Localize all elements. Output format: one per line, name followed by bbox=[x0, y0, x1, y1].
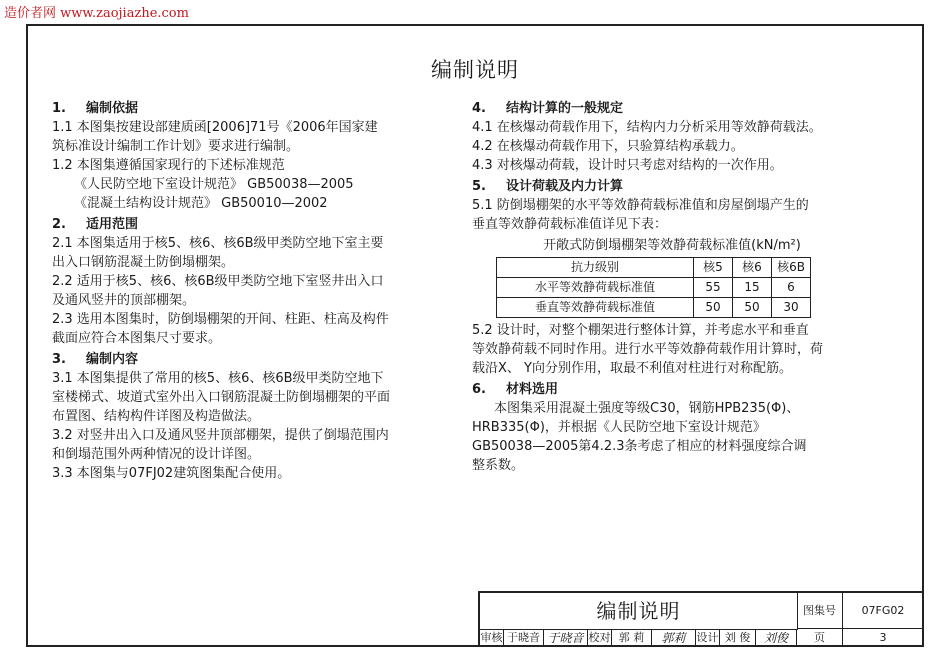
section-heading bbox=[472, 177, 872, 196]
section-number: 1. bbox=[52, 101, 66, 116]
paragraph: HRB335(Φ)，并根据《人民防空地下室设计规范》 bbox=[472, 420, 766, 435]
paragraph: 2.1 本图集适用于核5、核6、核6B级甲类防空地下室主要 bbox=[52, 236, 384, 251]
table-row bbox=[497, 298, 811, 318]
table-cell: 50 bbox=[733, 298, 772, 318]
section-heading bbox=[52, 350, 444, 369]
table-caption: 开敞式防倒塌棚架等效静荷载标准值(kN/m²) bbox=[543, 238, 801, 253]
paragraph: 整系数。 bbox=[472, 458, 525, 473]
page-title: 编制说明 bbox=[431, 58, 519, 82]
section-number: 6. bbox=[472, 382, 486, 397]
section-heading bbox=[472, 99, 872, 118]
left-column bbox=[52, 97, 444, 483]
paragraph: 5.2 设计时，对整个棚架进行整体计算，并考虑水平和垂直 bbox=[472, 323, 809, 338]
paragraph: GB50038—2005第4.2.3条考虑了相应的材料强度综合调 bbox=[472, 439, 807, 454]
paragraph: 3.3 本图集与07FJ02建筑图集配合使用。 bbox=[52, 466, 291, 481]
table-header-row bbox=[497, 258, 811, 278]
paragraph: 及通风竖井的顶部棚架。 bbox=[52, 293, 196, 308]
paragraph: 和倒塌范围外两种情况的设计详图。 bbox=[52, 447, 261, 462]
checker-name: 郭 莉 bbox=[612, 629, 652, 647]
reviewer-signature: 于晓音 bbox=[544, 629, 588, 647]
checker-signature: 郭莉 bbox=[652, 629, 696, 647]
paragraph: 4.2 在核爆动荷载作用下，只验算结构承载力。 bbox=[472, 139, 744, 154]
paragraph: 等效静荷载不同时作用。进行水平等效静荷载作用计算时，荷 bbox=[472, 342, 824, 357]
section-title: 编制依据 bbox=[86, 101, 139, 116]
load-table bbox=[496, 257, 811, 318]
section-number: 5. bbox=[472, 179, 486, 194]
reviewer-name: 于晓音 bbox=[504, 629, 544, 647]
table-cell: 6 bbox=[772, 278, 811, 298]
standard-reference: 《混凝土结构设计规范》 GB50010—2002 bbox=[74, 196, 328, 211]
table-cell: 55 bbox=[694, 278, 733, 298]
table-cell: 15 bbox=[733, 278, 772, 298]
title-block bbox=[478, 591, 923, 647]
paragraph: 2.3 选用本图集时，防倒塌棚架的开间、柱距、柱高及构件 bbox=[52, 312, 389, 327]
table-cell: 50 bbox=[694, 298, 733, 318]
atlas-number: 07FG02 bbox=[843, 593, 923, 629]
table-header-cell: 抗力级别 bbox=[497, 258, 694, 278]
designer-signature: 刘俊 bbox=[756, 629, 797, 647]
section-title: 设计荷载及内力计算 bbox=[506, 179, 624, 194]
table-header-cell: 核6B bbox=[772, 258, 811, 278]
section-number: 4. bbox=[472, 101, 486, 116]
paragraph: 3.2 对竖井出入口及通风竖井顶部棚架，提供了倒塌范围内 bbox=[52, 428, 389, 443]
table-header-cell: 核6 bbox=[733, 258, 772, 278]
paragraph: 布置图、结构构件详图及构造做法。 bbox=[52, 409, 261, 424]
paragraph: 4.3 对核爆动荷载，设计时只考虑对结构的一次作用。 bbox=[472, 158, 783, 173]
section-heading bbox=[472, 380, 872, 399]
paragraph: 3.1 本图集提供了常用的核5、核6、核6B级甲类防空地下 bbox=[52, 371, 384, 386]
paragraph: 本图集采用混凝土强度等级C30，钢筋HPB235(Φ)、 bbox=[494, 401, 800, 416]
section-heading bbox=[52, 99, 444, 118]
paragraph: 垂直等效静荷载标准值详见下表： bbox=[472, 217, 668, 232]
section-title: 材料选用 bbox=[506, 382, 559, 397]
paragraph: 出入口钢筋混凝土防倒塌棚架。 bbox=[52, 255, 235, 270]
watermark: 造价者网 www.zaojiazhe.com bbox=[4, 6, 189, 21]
check-label: 校对 bbox=[588, 629, 612, 647]
atlas-number-label: 图集号 bbox=[797, 593, 843, 629]
title-block-title: 编制说明 bbox=[480, 593, 798, 630]
table-cell: 水平等效静荷载标准值 bbox=[497, 278, 694, 298]
table-header-cell: 核5 bbox=[694, 258, 733, 278]
paragraph: 室楼梯式、坡道式室外出入口钢筋混凝土防倒塌棚架的平面 bbox=[52, 390, 391, 405]
page-label: 页 bbox=[797, 629, 843, 647]
page-number: 3 bbox=[879, 631, 887, 644]
table-row bbox=[497, 278, 811, 298]
review-label: 审核 bbox=[480, 629, 504, 647]
section-number: 2. bbox=[52, 217, 66, 232]
paragraph: 2.2 适用于核5、核6、核6B级甲类防空地下室竖井出入口 bbox=[52, 274, 384, 289]
signature-row bbox=[480, 629, 923, 647]
paragraph: 1.2 本图集遵循国家现行的下述标准规范 bbox=[52, 158, 285, 173]
paragraph: 筑标准设计编制工作计划》要求进行编制。 bbox=[52, 139, 300, 154]
section-heading bbox=[52, 215, 444, 234]
section-title: 结构计算的一般规定 bbox=[506, 101, 624, 116]
right-column bbox=[472, 97, 872, 475]
section-title: 编制内容 bbox=[86, 352, 139, 367]
section-title: 适用范围 bbox=[86, 217, 139, 232]
paragraph: 5.1 防倒塌棚架的水平等效静荷载标准值和房屋倒塌产生的 bbox=[472, 198, 809, 213]
design-label: 设计 bbox=[696, 629, 720, 647]
standard-reference: 《人民防空地下室设计规范》 GB50038—2005 bbox=[74, 177, 354, 192]
designer-name: 刘 俊 bbox=[720, 629, 756, 647]
section-number: 3. bbox=[52, 352, 66, 367]
table-cell: 垂直等效静荷载标准值 bbox=[497, 298, 694, 318]
table-cell: 30 bbox=[772, 298, 811, 318]
paragraph: 载沿X、 Y向分别作用，取最不利值对柱进行对称配筋。 bbox=[472, 361, 792, 376]
paragraph: 截面应符合本图集尺寸要求。 bbox=[52, 331, 222, 346]
paragraph: 4.1 在核爆动荷载作用下，结构内力分析采用等效静荷载法。 bbox=[472, 120, 822, 135]
paragraph: 1.1 本图集按建设部建质函[2006]71号《2006年国家建 bbox=[52, 120, 378, 135]
